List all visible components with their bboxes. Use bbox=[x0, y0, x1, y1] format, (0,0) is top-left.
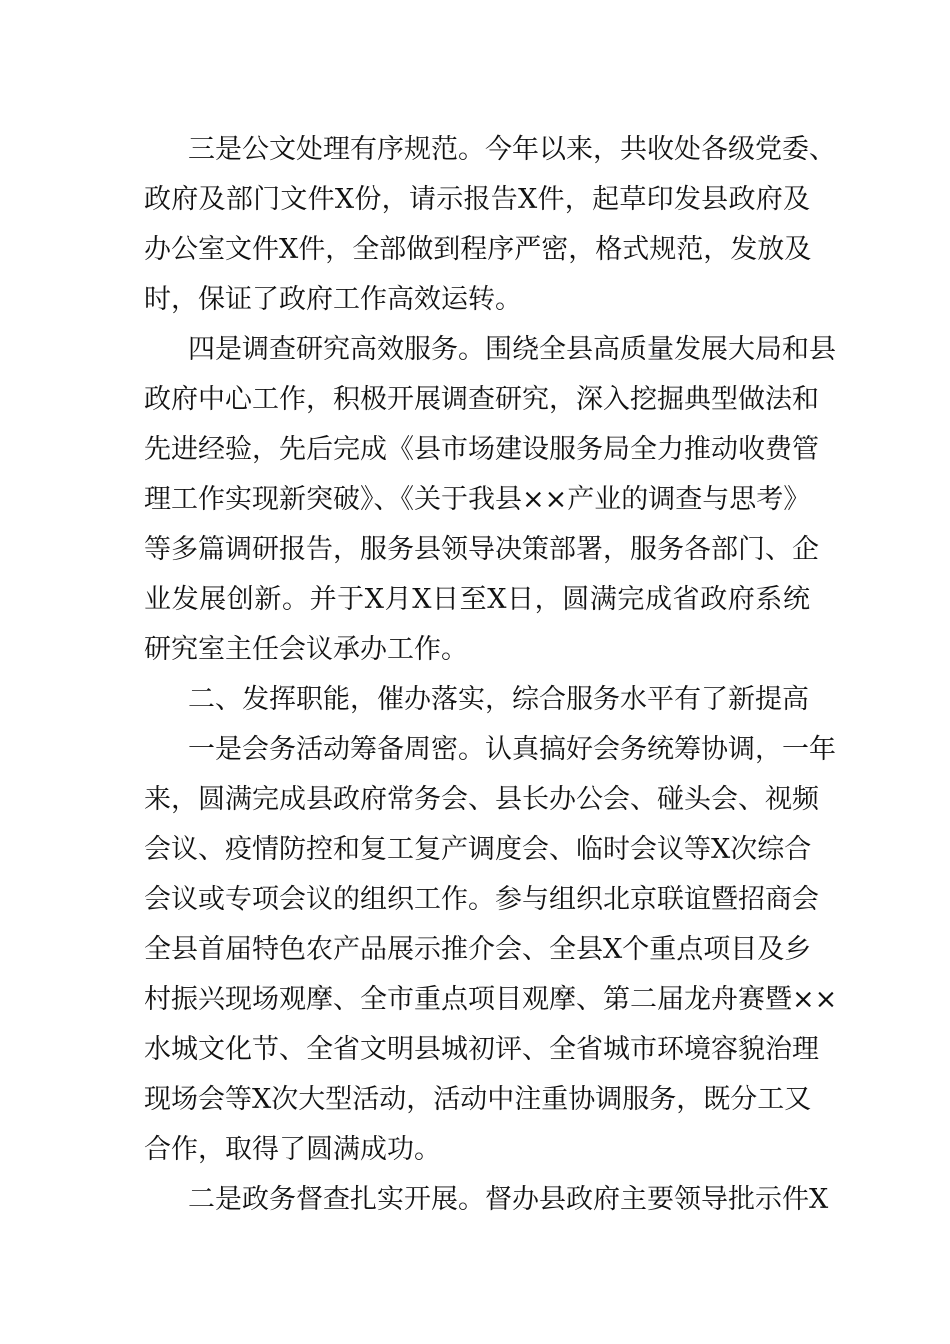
paragraph-line: 水城文化节、全省文明县城初评、全省城市环境容貌治理 bbox=[144, 1034, 819, 1065]
paragraph-line: 二是政务督查扎实开展。督办县政府主要领导批示件X bbox=[188, 1184, 829, 1215]
paragraph-line: 政府及部门文件X份，请示报告X件，起草印发县政府及 bbox=[144, 184, 810, 215]
paragraph-line: 办公室文件X件，全部做到程序严密，格式规范，发放及 bbox=[144, 234, 812, 265]
paragraph-line: 现场会等X次大型活动，活动中注重协调服务，既分工又 bbox=[144, 1084, 812, 1115]
paragraph-line: 来，圆满完成县政府常务会、县长办公会、碰头会、视频 bbox=[144, 784, 819, 815]
paragraph-line: 业发展创新。并于X月X日至X日，圆满完成省政府系统 bbox=[144, 584, 810, 615]
paragraph-line: 一是会务活动筹备周密。认真搞好会务统筹协调，一年 bbox=[188, 734, 836, 765]
paragraph-line: 政府中心工作，积极开展调查研究，深入挖掘典型做法和 bbox=[144, 384, 819, 415]
paragraph-line: 会议、疫情防控和复工复产调度会、临时会议等X次综合 bbox=[144, 834, 812, 865]
paragraph-line: 等多篇调研报告，服务县领导决策部署，服务各部门、企 bbox=[144, 534, 819, 565]
section-heading: 二、发挥职能，催办落实，综合服务水平有了新提高 bbox=[188, 684, 809, 715]
paragraph-line: 会议或专项会议的组织工作。参与组织北京联谊暨招商会 bbox=[144, 884, 819, 915]
paragraph-line: 理工作实现新突破》、《关于我县××产业的调查与思考》 bbox=[144, 484, 811, 515]
paragraph-line: 时，保证了政府工作高效运转。 bbox=[144, 284, 522, 315]
paragraph-line: 先进经验，先后完成《县市场建设服务局全力推动收费管 bbox=[144, 434, 819, 465]
paragraph-line: 三是公文处理有序规范。今年以来，共收处各级党委、 bbox=[188, 134, 836, 165]
paragraph-line: 全县首届特色农产品展示推介会、全县X个重点项目及乡 bbox=[144, 934, 812, 965]
paragraph-line: 研究室主任会议承办工作。 bbox=[144, 634, 468, 665]
paragraph-line: 合作，取得了圆满成功。 bbox=[144, 1134, 441, 1165]
paragraph-line: 四是调查研究高效服务。围绕全县高质量发展大局和县 bbox=[188, 334, 836, 365]
paragraph-line: 村振兴现场观摩、全市重点项目观摩、第二届龙舟赛暨×× bbox=[144, 984, 838, 1015]
